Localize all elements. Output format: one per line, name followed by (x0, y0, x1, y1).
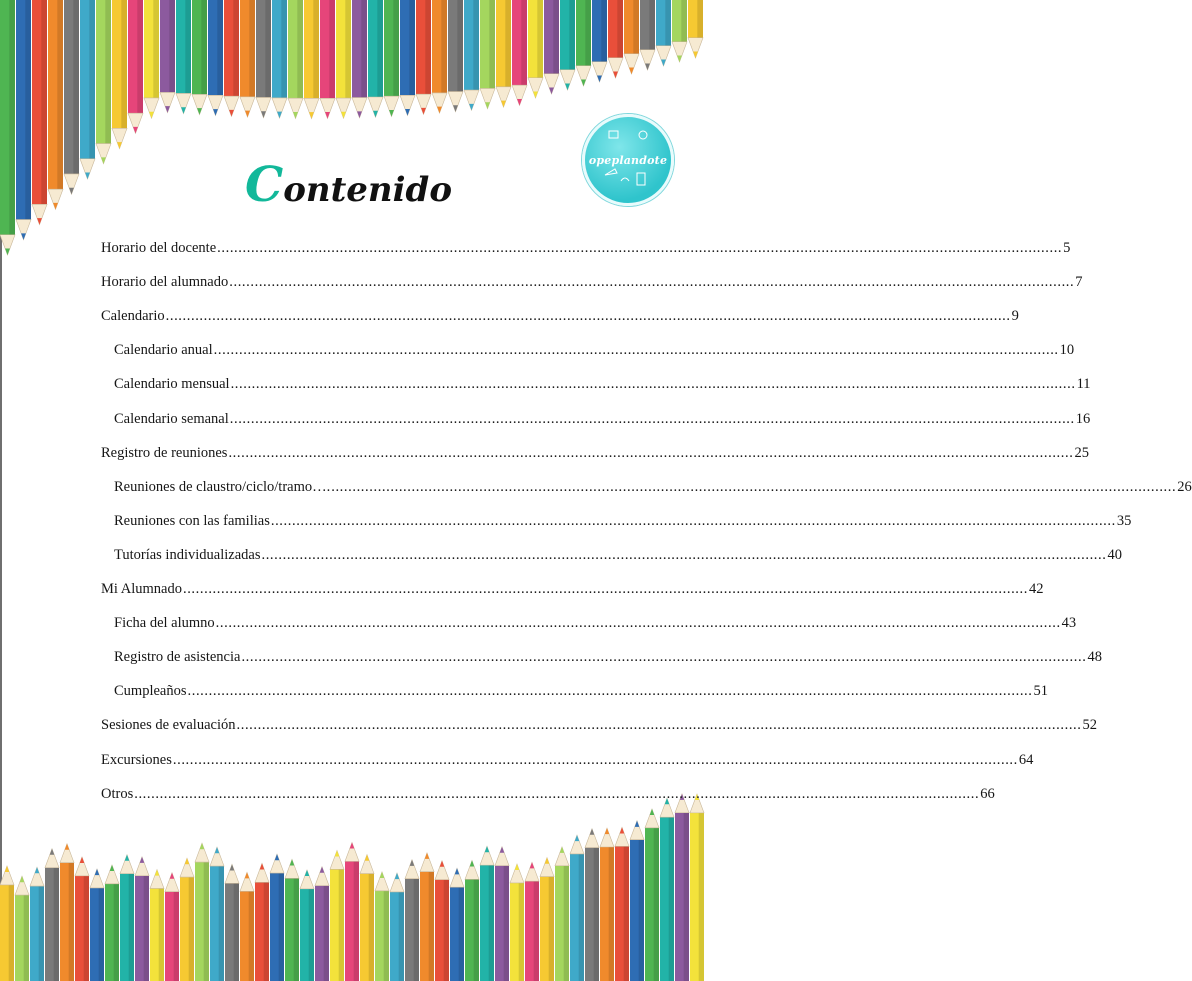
pencil (600, 828, 614, 981)
toc-dot-leader: ........................................................................................................................................................................................................ (215, 615, 1061, 631)
pencil (592, 0, 607, 82)
toc-dot-leader: ........................................................................................................................................................................................................ (217, 240, 1063, 256)
toc-entry-page-number: 35 (1116, 513, 1132, 529)
page-title (0, 157, 697, 215)
pencil (660, 798, 674, 981)
pencil (528, 0, 543, 98)
toc-entry-page-number: 40 (1107, 547, 1122, 563)
pencil (195, 843, 209, 981)
pencil (0, 866, 14, 981)
toc-entry-label: Ficha del alumno (114, 615, 215, 631)
toc-dot-leader: ........................................................................................................................................................................................................ (134, 786, 980, 802)
pencil (675, 794, 689, 981)
toc-entry[interactable] (114, 409, 1091, 429)
pencil (480, 846, 494, 981)
toc-entry-label: Mi Alumnado (101, 581, 182, 597)
toc-entry[interactable] (101, 715, 1097, 735)
toc-entry-label: Tutorías individualizadas (114, 547, 261, 563)
pencil (272, 0, 287, 118)
pencil (60, 844, 74, 981)
pencil (464, 0, 479, 110)
toc-entry[interactable] (101, 750, 1034, 770)
toc-entry-label: Calendario semanal (114, 411, 229, 427)
pencil (304, 0, 319, 119)
pencil (320, 0, 335, 119)
toc-dot-leader: ........................................................................................................................................................................................................ (241, 649, 1087, 665)
toc-entry[interactable] (101, 272, 1083, 292)
pencil (176, 0, 191, 114)
toc-entry[interactable] (114, 545, 1122, 565)
pencil (688, 0, 703, 58)
pencil (465, 860, 479, 981)
bottom-colored-pencils-decoration (0, 790, 697, 981)
pencil (30, 867, 44, 981)
toc-entry-page-number: 9 (1011, 308, 1019, 324)
toc-entry-label: Sesiones de evaluación (101, 717, 236, 733)
pencil (352, 0, 367, 118)
pencil (180, 858, 194, 981)
pencil (112, 0, 127, 149)
toc-entry[interactable] (114, 647, 1102, 667)
pencil (585, 829, 599, 981)
toc-entry-page-number: 10 (1059, 342, 1075, 358)
toc-entry-page-number: 66 (980, 786, 995, 802)
toc-entry[interactable] (101, 306, 1019, 326)
toc-entry-label: Excursiones (101, 752, 172, 768)
toc-entry-page-number: 11 (1076, 376, 1091, 392)
toc-dot-leader: ........................................................................................................................................................................................................ (182, 581, 1028, 597)
pencil (672, 0, 687, 62)
pencil (416, 0, 431, 114)
toc-entry[interactable] (114, 613, 1077, 633)
toc-dot-leader: ........................................................................................................................................................................................................ (213, 342, 1059, 358)
pencil (435, 861, 449, 981)
toc-dot-leader: ........................................................................................................................................................................................................ (228, 445, 1074, 461)
title-rest: ontenido (283, 170, 453, 210)
pencil (15, 876, 29, 981)
pencil (480, 0, 495, 109)
pencil (570, 835, 584, 981)
pencil (390, 873, 404, 981)
toc-entry-label: Otros (101, 786, 134, 802)
toc-dot-leader: ........................................................................................................................................................................................................ (331, 479, 1177, 495)
toc-entry[interactable] (101, 579, 1044, 599)
toc-dot-leader: ........................................................................................................................................................................................................ (230, 376, 1076, 392)
toc-entry-label: Reuniones con las familias (114, 513, 270, 529)
pencil (105, 865, 119, 981)
pencil (640, 0, 655, 70)
pencil (80, 0, 95, 179)
pencil (45, 849, 59, 981)
pencil (512, 0, 527, 105)
pencil (210, 847, 224, 981)
pencil (495, 847, 509, 981)
pencil (75, 857, 89, 981)
pencil (384, 0, 399, 116)
pencil (368, 0, 383, 117)
pencil (432, 0, 447, 113)
pencil (135, 857, 149, 981)
toc-entry-page-number: 26 (1177, 479, 1192, 495)
pencil (630, 821, 644, 981)
toc-entry-page-number: 43 (1061, 615, 1077, 631)
toc-entry-page-number: 16 (1075, 411, 1091, 427)
pencil (225, 864, 239, 981)
pencil (240, 0, 255, 117)
toc-entry-label: Horario del docente (101, 240, 217, 256)
toc-entry[interactable] (101, 784, 995, 804)
pencil (160, 0, 175, 113)
pencil (555, 847, 569, 981)
toc-dot-leader: ........................................................................................................................................................................................................ (172, 752, 1018, 768)
toc-entry-page-number: 64 (1018, 752, 1034, 768)
toc-entry[interactable] (114, 511, 1132, 531)
pencil (496, 0, 511, 107)
toc-dot-leader: ........................................................................................................................................................................................................ (229, 411, 1075, 427)
pencil (128, 0, 143, 133)
toc-entry-page-number: 52 (1082, 717, 1097, 733)
toc-entry[interactable] (114, 681, 1048, 701)
pencil (345, 842, 359, 981)
toc-dot-leader: ........................................................................................................................................................................................................ (270, 513, 1116, 529)
toc-dot-leader: ........................................................................................................................................................................................................ (187, 683, 1033, 699)
pencil (208, 0, 223, 116)
toc-entry[interactable] (114, 477, 1192, 497)
toc-entry[interactable] (114, 374, 1091, 394)
pencil (165, 873, 179, 981)
pencil (656, 0, 671, 66)
pencil (645, 809, 659, 981)
logo-text: opeplandote (588, 153, 668, 167)
pencil (192, 0, 207, 115)
pencil (360, 855, 374, 981)
pencil (96, 0, 111, 164)
pencil (690, 794, 704, 981)
toc-dot-leader: ........................................................................................................................................................................................................ (229, 274, 1075, 290)
toc-dot-leader: ........................................................................................................................................................................................................ (236, 717, 1082, 733)
pencil (405, 860, 419, 981)
toc-entry[interactable] (114, 340, 1075, 360)
toc-entry-label: Calendario mensual (114, 376, 230, 392)
pencil (615, 827, 629, 981)
pencil (315, 867, 329, 981)
pencil (448, 0, 463, 112)
toc-entry-page-number: 5 (1063, 240, 1071, 256)
toc-entry[interactable] (101, 238, 1071, 258)
pencil (0, 0, 15, 255)
toc-entry-label: Cumpleaños (114, 683, 187, 699)
toc-entry-label: Calendario anual (114, 342, 213, 358)
toc-entry-page-number: 51 (1033, 683, 1048, 699)
toc-entry-label: Calendario (101, 308, 165, 324)
pencil (256, 0, 271, 118)
toc-entry-label: Reuniones de claustro/ciclo/tramo…. (114, 479, 331, 495)
pencil (224, 0, 239, 116)
pencil (144, 0, 159, 118)
pencil (576, 0, 591, 86)
toc-entry[interactable] (101, 443, 1089, 463)
pencil (450, 868, 464, 981)
pencil (375, 872, 389, 981)
pencil (420, 853, 434, 981)
pencil (90, 869, 104, 981)
pencil (560, 0, 575, 90)
toc-entry-label: Registro de asistencia (114, 649, 241, 665)
pencil (400, 0, 415, 116)
pencil (150, 870, 164, 981)
pencil (288, 0, 303, 118)
pencil (544, 0, 559, 94)
toc-entry-label: Registro de reuniones (101, 445, 228, 461)
pencil (525, 862, 539, 981)
toc-entry-label: Horario del alumnado (101, 274, 229, 290)
pencil (608, 0, 623, 78)
pencil (624, 0, 639, 74)
pencil (510, 864, 524, 981)
pencil (255, 863, 269, 981)
pencil (330, 850, 344, 981)
pencil (300, 870, 314, 981)
toc-entry-page-number: 48 (1087, 649, 1102, 665)
toc-dot-leader: ........................................................................................................................................................................................................ (261, 547, 1107, 563)
pencil (540, 858, 554, 981)
toc-dot-leader: ........................................................................................................................................................................................................ (165, 308, 1011, 324)
title-initial: C (244, 157, 284, 213)
pencil (120, 855, 134, 981)
pencil (270, 854, 284, 981)
pencil (240, 872, 254, 981)
pencil (336, 0, 351, 118)
toc-entry-page-number: 42 (1028, 581, 1044, 597)
pencil (285, 859, 299, 981)
toc-entry-page-number: 7 (1075, 274, 1083, 290)
toc-entry-page-number: 25 (1074, 445, 1089, 461)
